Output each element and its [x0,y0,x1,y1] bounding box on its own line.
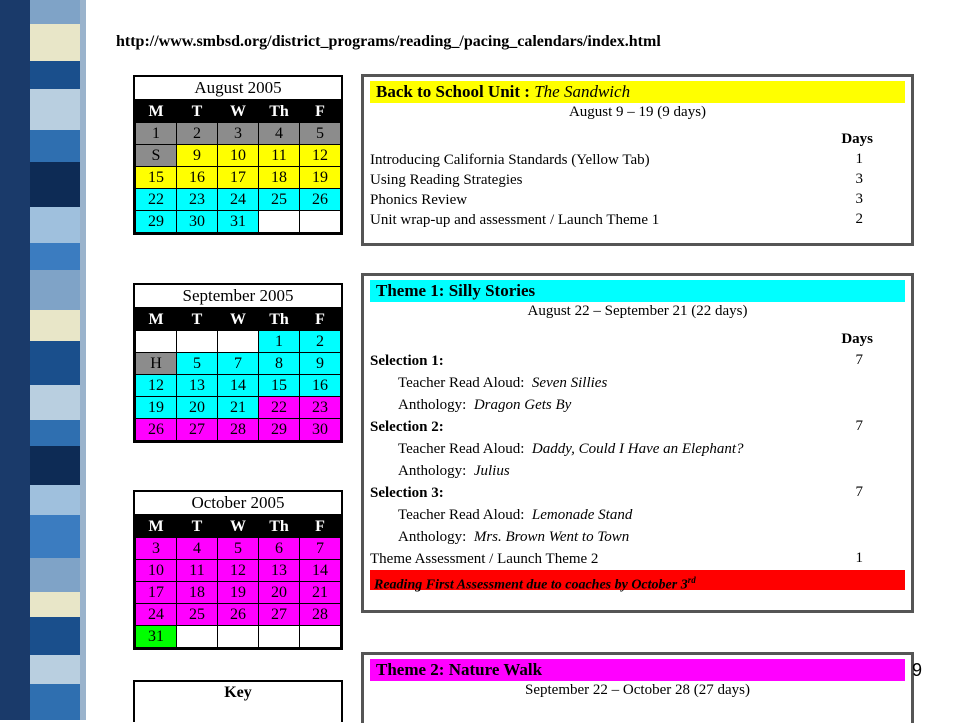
calendar-day: 29 [136,211,177,233]
calendar-day: 7 [218,353,259,375]
calendar-september [133,283,343,443]
decorative-stripe [0,0,110,720]
stripe-block [30,446,80,485]
calendar-day: 2 [300,331,341,353]
calendar-week-row [136,145,341,167]
theme-assessment-days: 1 [855,550,863,566]
calendar-day: 26 [300,189,341,211]
read-aloud-label: Teacher Read Aloud: [398,507,525,523]
calendar-day [177,331,218,353]
calendar-day: H [136,353,177,375]
calendar-week-row [136,353,341,375]
stripe-block [30,684,80,720]
theme1-panel [361,273,914,613]
anthology-title: Julius [473,463,510,479]
calendar-day: 20 [177,397,218,419]
weekday-header-row [136,309,341,331]
stripe-block [30,270,80,310]
calendar-day: 17 [136,582,177,604]
calendar-week-row [136,167,341,189]
calendar-day [218,626,259,648]
read-aloud-title: Daddy, Could I Have an Elephant? [531,441,744,457]
selection-label: Selection 2: [370,419,444,435]
calendar-day: 19 [136,397,177,419]
stripe-block [30,130,80,162]
selection-days: 7 [855,484,863,500]
calendar-day: 20 [259,582,300,604]
calendar-week-row [136,560,341,582]
calendar-day: 5 [177,353,218,375]
calendar-day: 19 [300,167,341,189]
calendar-title: October 2005 [135,492,341,515]
stripe-block [30,61,80,89]
calendar-day: 12 [218,560,259,582]
calendar-day [177,626,218,648]
read-aloud-title: Lemonade Stand [531,507,633,523]
stripe-block [30,485,80,515]
source-url: http://www.smbsd.org/district_programs/reading_/pacing_calendars/index.html [116,33,661,50]
calendar-day: 26 [136,419,177,441]
calendar-grid [135,308,341,441]
stripe-block [30,385,80,420]
calendar-day: 5 [300,123,341,145]
stripe-block [30,207,80,243]
calendar-day: 28 [300,604,341,626]
unit-item-days: 1 [855,151,863,167]
weekday-header-row [136,101,341,123]
calendar-week-row [136,375,341,397]
calendar-day: 24 [136,604,177,626]
selection-label: Selection 1: [370,353,444,369]
calendar-day: 23 [300,397,341,419]
theme-assessment: Theme Assessment / Launch Theme 2 [370,551,599,567]
calendar-day: 27 [259,604,300,626]
calendar-day: 9 [177,145,218,167]
calendar-day: 11 [259,145,300,167]
calendar-day: 9 [300,353,341,375]
calendar-week-row [136,582,341,604]
calendar-day [300,626,341,648]
weekday-header: M [136,309,177,331]
weekday-header: W [218,516,259,538]
unit-label: Back to School Unit : [376,82,535,101]
calendar-week-row [136,397,341,419]
calendar-day: 31 [136,626,177,648]
stripe-block [30,243,80,270]
anthology [398,462,510,480]
unit-item: Phonics Review [370,192,468,208]
weekday-header-row [136,516,341,538]
calendar-day: 22 [259,397,300,419]
calendar-week-row [136,538,341,560]
unit-name: The Sandwich [534,82,631,101]
assessment-alert [370,570,905,593]
anthology-title: Mrs. Brown Went to Town [473,529,630,545]
calendar-day: 30 [300,419,341,441]
read-aloud-label: Teacher Read Aloud: [398,441,525,457]
back-to-school-panel [361,74,914,246]
calendar-day [259,211,300,233]
calendar-day: 13 [177,375,218,397]
calendar-week-row [136,419,341,441]
stripe-block [30,515,80,558]
unit-dates: August 9 – 19 (9 days) [568,104,707,120]
calendar-day: 1 [136,123,177,145]
calendar-day: 29 [259,419,300,441]
calendar-august [133,75,343,235]
calendar-day: 17 [218,167,259,189]
days-header: Days [841,331,873,347]
theme1-dates: August 22 – September 21 (22 days) [527,303,748,319]
anthology-label: Anthology: [398,463,467,479]
calendar-week-row [136,211,341,233]
calendar-day: 24 [218,189,259,211]
calendar-grid [135,515,341,648]
calendar-day: 14 [300,560,341,582]
stripe-blocks [30,0,80,720]
calendar-day: 14 [218,375,259,397]
alert-sup: rd [687,575,696,585]
weekday-header: Th [259,516,300,538]
calendar-day: 18 [259,167,300,189]
weekday-header: M [136,101,177,123]
theme1-banner: Theme 1: Silly Stories [370,280,905,302]
unit-item-days: 3 [855,191,863,207]
stripe-block [30,341,80,385]
calendar-day: 13 [259,560,300,582]
alert-text: Reading First Assessment due to coaches by October 3 [374,577,688,593]
calendar-grid [135,100,341,233]
read-aloud [398,374,607,392]
weekday-header: F [300,516,341,538]
calendar-day: 19 [218,582,259,604]
anthology-title: Dragon Gets By [473,397,572,413]
stripe-block [30,24,80,61]
weekday-header: T [177,309,218,331]
calendar-day: 1 [259,331,300,353]
selection-days: 7 [855,352,863,368]
calendar-day: 8 [259,353,300,375]
stripe-block [30,420,80,446]
calendar-week-row [136,604,341,626]
stripe-block [30,0,80,24]
calendar-day: 28 [218,419,259,441]
weekday-header: M [136,516,177,538]
weekday-header: F [300,101,341,123]
selection-days: 7 [855,418,863,434]
theme2-panel [361,652,914,723]
calendar-day: 31 [218,211,259,233]
weekday-header: F [300,309,341,331]
calendar-day: 12 [136,375,177,397]
weekday-header: W [218,101,259,123]
calendar-day: 18 [177,582,218,604]
read-aloud-title: Seven Sillies [531,375,608,391]
days-header: Days [841,131,873,147]
calendar-day: 23 [177,189,218,211]
weekday-header: T [177,101,218,123]
calendar-day: 22 [136,189,177,211]
unit-item-days: 3 [855,171,863,187]
calendar-day: 30 [177,211,218,233]
calendar-day: 5 [218,538,259,560]
calendar-day: 26 [218,604,259,626]
calendar-day: 11 [177,560,218,582]
stripe-edge [80,0,86,720]
stripe-block [30,310,80,341]
calendar-day: 21 [300,582,341,604]
calendar-week-row [136,331,341,353]
key-title: Key [224,684,252,701]
calendar-day: 21 [218,397,259,419]
stripe-block [30,617,80,655]
calendar-day: 7 [300,538,341,560]
unit-item: Unit wrap-up and assessment / Launch Theme 1 [370,212,660,228]
calendar-day: 25 [177,604,218,626]
stripe-block [30,592,80,617]
weekday-header: Th [259,309,300,331]
calendar-october [133,490,343,650]
unit-item: Using Reading Strategies [370,172,523,188]
unit-item-days: 2 [855,211,863,227]
calendar-day: 16 [177,167,218,189]
calendar-day: S [136,145,177,167]
selection-label: Selection 3: [370,485,444,501]
calendar-day: 16 [300,375,341,397]
calendar-day [136,331,177,353]
calendar-day: 3 [218,123,259,145]
stripe-block [30,89,80,130]
calendar-day: 10 [218,145,259,167]
calendar-day: 4 [259,123,300,145]
anthology-label: Anthology: [398,397,467,413]
calendar-title: September 2005 [135,285,341,308]
calendar-day: 3 [136,538,177,560]
page-number: 9 [912,660,923,680]
calendar-title: August 2005 [135,77,341,100]
anthology [398,528,629,546]
read-aloud [398,506,632,524]
calendar-day: 2 [177,123,218,145]
calendar-week-row [136,189,341,211]
back-to-school-banner [370,81,905,103]
calendar-day [300,211,341,233]
calendar-day: 10 [136,560,177,582]
weekday-header: T [177,516,218,538]
stripe-block [30,558,80,592]
calendar-day: 27 [177,419,218,441]
stripe-block [30,162,80,207]
calendar-day: 12 [300,145,341,167]
calendar-day [259,626,300,648]
calendar-day: 6 [259,538,300,560]
calendar-day: 4 [177,538,218,560]
theme2-dates: September 22 – October 28 (27 days) [525,682,750,698]
stripe-block [30,655,80,684]
theme2-banner: Theme 2: Nature Walk [370,659,905,681]
weekday-header: Th [259,101,300,123]
calendar-key [133,680,343,722]
calendar-day: 15 [136,167,177,189]
anthology-label: Anthology: [398,529,467,545]
read-aloud-label: Teacher Read Aloud: [398,375,525,391]
calendar-day: 15 [259,375,300,397]
calendar-week-row [136,626,341,648]
anthology [398,396,571,414]
weekday-header: W [218,309,259,331]
calendar-day [218,331,259,353]
calendar-day: 25 [259,189,300,211]
calendar-week-row [136,123,341,145]
unit-item: Introducing California Standards (Yellow Tab) [370,152,650,168]
read-aloud [398,440,744,458]
